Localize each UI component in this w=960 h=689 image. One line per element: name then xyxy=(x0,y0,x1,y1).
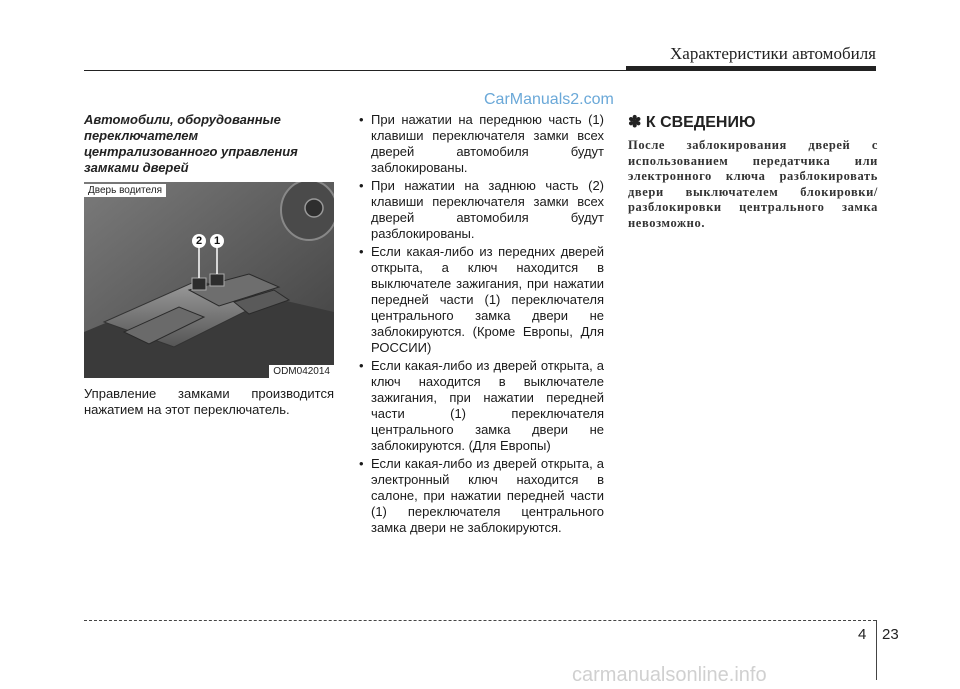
note-title: ✽ К СВЕДЕНИЮ xyxy=(628,114,756,131)
header-rule-accent xyxy=(626,66,876,71)
page-header-title: Характеристики автомобиля xyxy=(670,44,876,63)
column-left xyxy=(84,112,334,418)
door-panel-illustration xyxy=(84,182,334,378)
list-item: • При нажатии на заднюю часть (2) клавиши переключателя замки всех дверей автомобиля будут разблокированы. xyxy=(357,178,604,242)
site-watermark: CarManuals2.com xyxy=(484,91,614,108)
door-switch-figure xyxy=(84,182,334,378)
figure-code: ODM042014 xyxy=(269,365,334,378)
bullet-list xyxy=(357,112,604,536)
callout-2-badge: 2 xyxy=(192,234,206,248)
list-item: • Если какая-либо из дверей открыта, а ключ находится в выключателе зажигания, при нажатии передней части (1) переключателя центрального замка двери не заблокируются. (Для Европы) xyxy=(357,358,604,454)
column-middle xyxy=(357,112,604,538)
footer-watermark: carmanualsonline.info xyxy=(572,664,767,686)
page-number-separator xyxy=(876,620,877,680)
column-right xyxy=(628,112,878,231)
section-heading: Автомобили, оборудованные переключателем централизованного управления замками дверей xyxy=(84,112,298,175)
callout-1-badge: 1 xyxy=(210,234,224,248)
figure-label: Дверь водителя xyxy=(84,184,166,197)
body-paragraph: Управление замками производится нажатием на этот переключатель. xyxy=(84,386,334,417)
section-number: 4 xyxy=(858,626,867,643)
list-item: • Если какая-либо из передних дверей открыта, а ключ находится в выключателе зажигания, при нажатии передней части (1) переключателя центрального замка двери не заблокируются. (Кроме Европы, Для РОССИИ) xyxy=(357,244,604,356)
list-item: • Если какая-либо из дверей открыта, а электронный ключ находится в салоне, при нажатии передней части (1) переключателя центрального замка двери не заблокируются. xyxy=(357,456,604,536)
note-text: После заблокирования дверей с использованием передатчика или электронного ключа разблокировать двери выключателем блокировки/разблокировки центрального замка невозможно. xyxy=(628,138,878,230)
list-item: • При нажатии на переднюю часть (1) клавиши переключателя замки всех дверей автомобиля будут заблокированы. xyxy=(357,112,604,176)
page-number: 23 xyxy=(882,626,899,643)
footer-rule xyxy=(84,620,876,621)
